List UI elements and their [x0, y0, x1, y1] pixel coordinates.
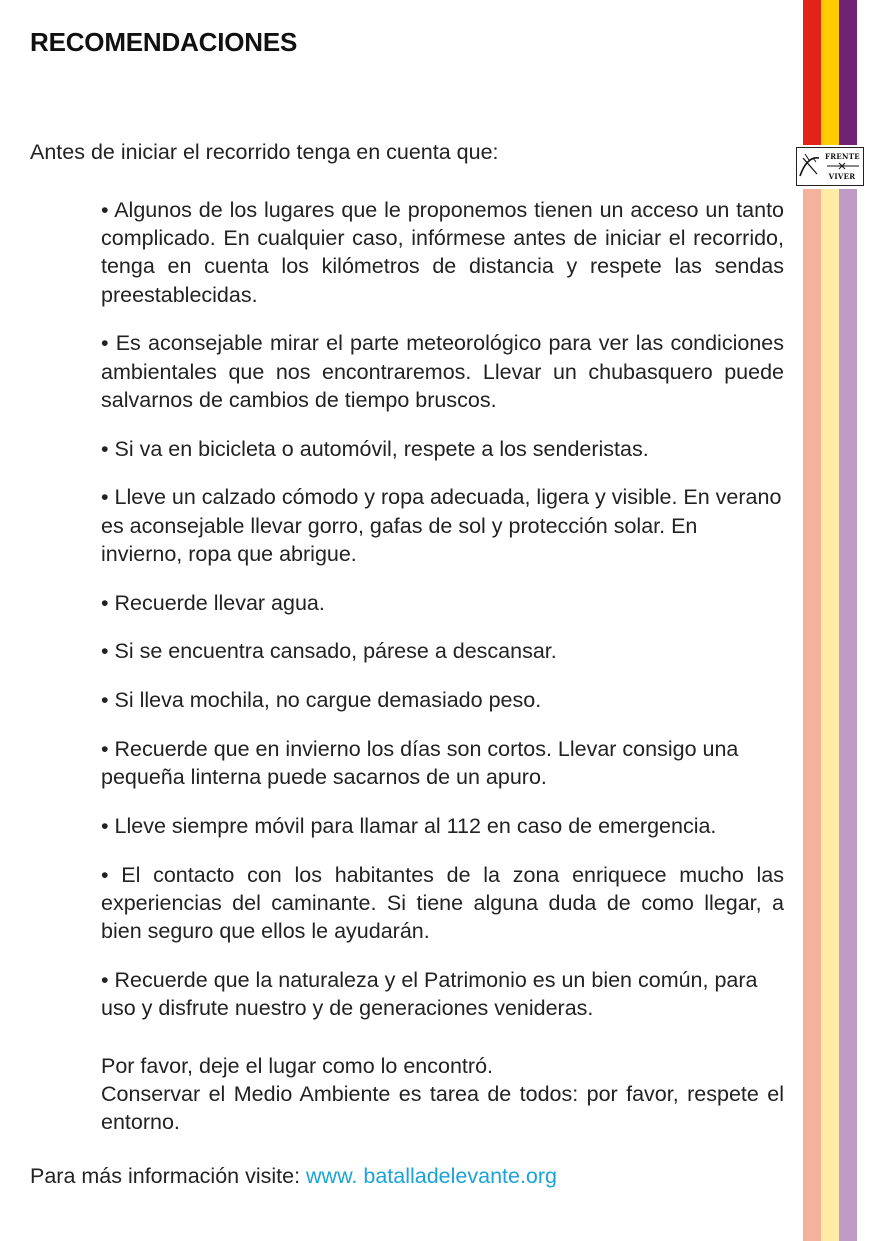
footer-label: Para más información visite:	[30, 1164, 307, 1188]
recommendation-item: • Algunos de los lugares que le proponemos tienen un acceso un tanto complicado. En cualquier caso, infórmese antes de iniciar el recorrido, tenga en cuenta los kilómetros de distancia y respete las sendas preestablecidas.	[101, 198, 784, 307]
website-link[interactable]: www. batalladelevante.org	[306, 1164, 558, 1188]
recommendation-item: • Si lleva mochila, no cargue demasiado peso.	[101, 688, 542, 713]
flag-stripe-yellow-light	[821, 189, 839, 1241]
closing-line-2: Conservar el Medio Ambiente es tarea de todos: por favor, respete el entorno.	[101, 1082, 784, 1135]
footer-info	[30, 1164, 557, 1189]
recommendation-item: • Lleve siempre móvil para llamar al 112 en caso de emergencia.	[101, 814, 717, 838]
flag-stripe-red-light	[803, 189, 821, 1241]
recommendation-item: • Recuerde que la naturaleza y el Patrimonio es un bien común, para uso y disfrute nuestro y de generaciones venideras.	[101, 968, 758, 1021]
recommendation-item: • Recuerde llevar agua.	[101, 590, 325, 615]
page-title: RECOMENDACIONES	[30, 27, 298, 57]
logo-text-top: FRENTE	[825, 152, 860, 161]
flag-stripe-red	[803, 0, 821, 145]
flag-stripe-purple	[839, 0, 857, 145]
flag-stripe-purple-light	[839, 189, 857, 1241]
intro-text: Antes de iniciar el recorrido tenga en cuenta que:	[30, 140, 499, 164]
logo-text-bottom: VIVER	[828, 172, 856, 181]
recommendation-item: • Lleve un calzado cómodo y ropa adecuada, ligera y visible. En verano es aconsejable llevar gorro, gafas de sol y protección solar. En invierno, ropa que abrigue.	[101, 485, 782, 566]
recommendation-item: • Es aconsejable mirar el parte meteorológico para ver las condiciones ambientales que nos encontraremos. Llevar un chubasquero puede salvarnos de cambios de tiempo bruscos.	[101, 331, 784, 412]
closing-line-1: Por favor, deje el lugar como lo encontró.	[101, 1054, 493, 1078]
recommendations-list	[101, 196, 784, 1043]
frente-viver-logo	[796, 147, 864, 186]
recommendation-item: • Recuerde que en invierno los días son cortos. Llevar consigo una pequeña linterna puede sacarnos de un apuro.	[101, 737, 739, 790]
closing-note	[101, 1052, 784, 1137]
recommendation-item: • El contacto con los habitantes de la zona enriquece mucho las experiencias del caminante. Si tiene alguna duda de como llegar, a bien seguro que ellos le ayudarán.	[101, 862, 784, 944]
flag-stripe-yellow	[821, 0, 839, 145]
recommendation-item: • Si va en bicicleta o automóvil, respete a los senderistas.	[101, 436, 649, 461]
recommendation-item: • Si se encuentra cansado, párese a descansar.	[101, 639, 557, 664]
